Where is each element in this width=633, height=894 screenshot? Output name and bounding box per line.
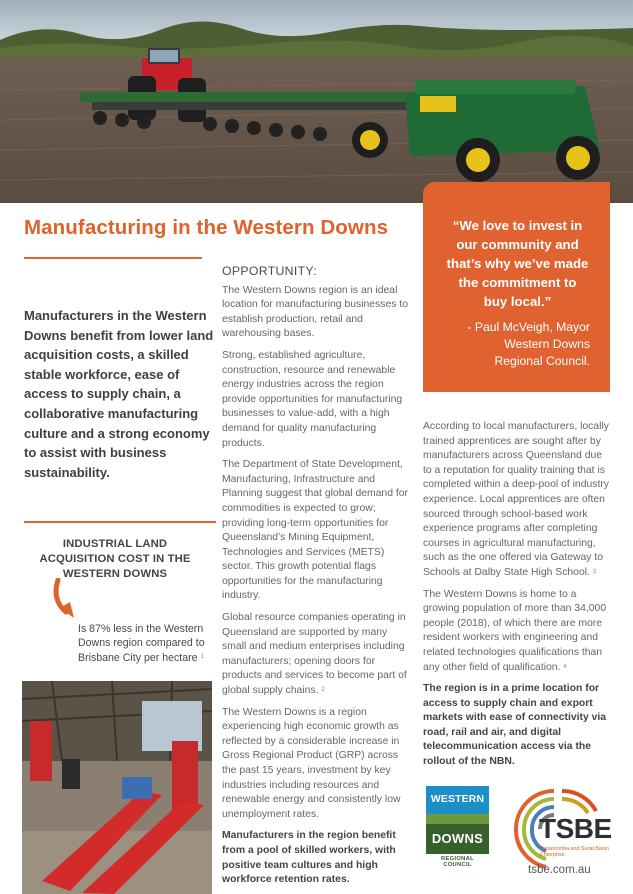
quote-attribution	[445, 319, 590, 370]
footnote-ref: 3	[592, 568, 597, 575]
footnote-ref: 2	[321, 687, 325, 694]
paragraph	[222, 611, 414, 699]
curved-arrow-icon	[52, 578, 80, 624]
hero-photo-farm-machinery	[0, 0, 633, 203]
title-divider	[24, 257, 202, 259]
stat-heading: INDUSTRIAL LAND ACQUISITION COST IN THE WESTERN DOWNS	[39, 538, 191, 580]
paragraph: Strong, established agriculture, construction, resource and renewable energy industries across the region provide opportunities for manufacturing businesses to value-add, with a high demand for quality manufacturing products.	[222, 349, 403, 449]
stat-body-text: Is 87% less in the Western Downs region compared to Brisbane City per hectare	[78, 623, 205, 664]
stat-divider	[24, 521, 216, 523]
footnote-ref: 1	[200, 653, 204, 660]
page-title: Manufacturing in the Western Downs	[24, 216, 389, 239]
paragraph-emphasis: Manufacturers in the region benefit from a pool of skilled workers, with positive team cultures and high workforce retention rates.	[222, 830, 396, 886]
paragraph	[423, 588, 613, 676]
quote-attribution-line: - Paul McVeigh, Mayor	[467, 320, 590, 334]
website-url: tsbe.com.au	[528, 864, 591, 876]
logo-caption: REGIONAL COUNCIL	[441, 856, 474, 868]
logo-text: WESTERN	[426, 786, 489, 814]
western-downs-logo	[426, 786, 489, 868]
quote-text: “We love to invest in our community and that’s why we’ve made the commitment to buy local.”	[446, 218, 589, 309]
paragraph-text: Global resource companies operating in Queensland are supported by many small and medium enterprises including manufacturers; opening doors for products and services to become part of global supply chains.	[222, 612, 407, 697]
paragraph: The Western Downs region is an ideal location for manufacturing businesses to establish production, retail and warehousing bases.	[222, 284, 408, 340]
paragraph-emphasis: The region is in a prime location for access to supply chain and export markets with ease of connectivity via road, rail and air, and digital telecommunication access via the rollout of the NBN.	[423, 683, 607, 768]
workshop-photo	[22, 681, 212, 894]
logo-caption: Toowoomba and Surat Basin Enterprise	[540, 846, 609, 859]
paragraph-text: The Western Downs is home to a growing population of more than 34,000 people (2018), of which there are more resident workers with engineering and related technologies qualifications than any other field of qualification.	[423, 588, 607, 673]
opportunity-column	[222, 264, 414, 894]
paragraph: The Western Downs is a region experiencing high economic growth as reflected by a considerable increase in Gross Regional Product (GRP) across the past 15 years, investment by key industries including resources and renewable energy and consistently low unemployment rates.	[222, 706, 401, 820]
logo-text: TSBE	[539, 813, 612, 844]
intro-summary: Manufacturers in the Western Downs benefit from lower land acquisition costs, a skilled stable workforce, ease of access to supply chain, a collaborative manufacturing culture and a strong economy to assist with business sustainability.	[24, 308, 214, 480]
paragraph-text: According to local manufacturers, locally trained apprentices are sought after by manufacturers across Queensland due to a reputation for quality training that is completed within a deep-pool of industry experience. Local apprentices are often sourced through school-based work experience programs after completing courses in agricultural manufacturing, such as the one offered via Gateway to Schools at Dalby State High School.	[423, 421, 609, 578]
quote-attribution-line: Western Downs	[504, 337, 590, 351]
right-column	[423, 420, 613, 777]
logo-stripe	[426, 814, 489, 824]
paragraph: The Department of State Development, Manufacturing, Infrastructure and Planning suggest that global demand for commodities is expected to grow; providing long-term opportunities for Queensland’s Mining Equipment, Technologies and Services (METS) sector. This growth potential flags opportunities for the manufacturing industry.	[222, 459, 409, 602]
hero-illustration	[0, 0, 633, 203]
quote-attribution-line: Regional Council.	[494, 354, 590, 368]
quote-box	[423, 182, 610, 392]
logo-text: DOWNS	[426, 824, 489, 854]
workshop-illustration	[22, 681, 212, 894]
opportunity-heading: OPPORTUNITY:	[222, 264, 317, 278]
footnote-ref: 4	[563, 663, 567, 670]
stat-body	[78, 622, 218, 665]
paragraph	[423, 420, 613, 581]
